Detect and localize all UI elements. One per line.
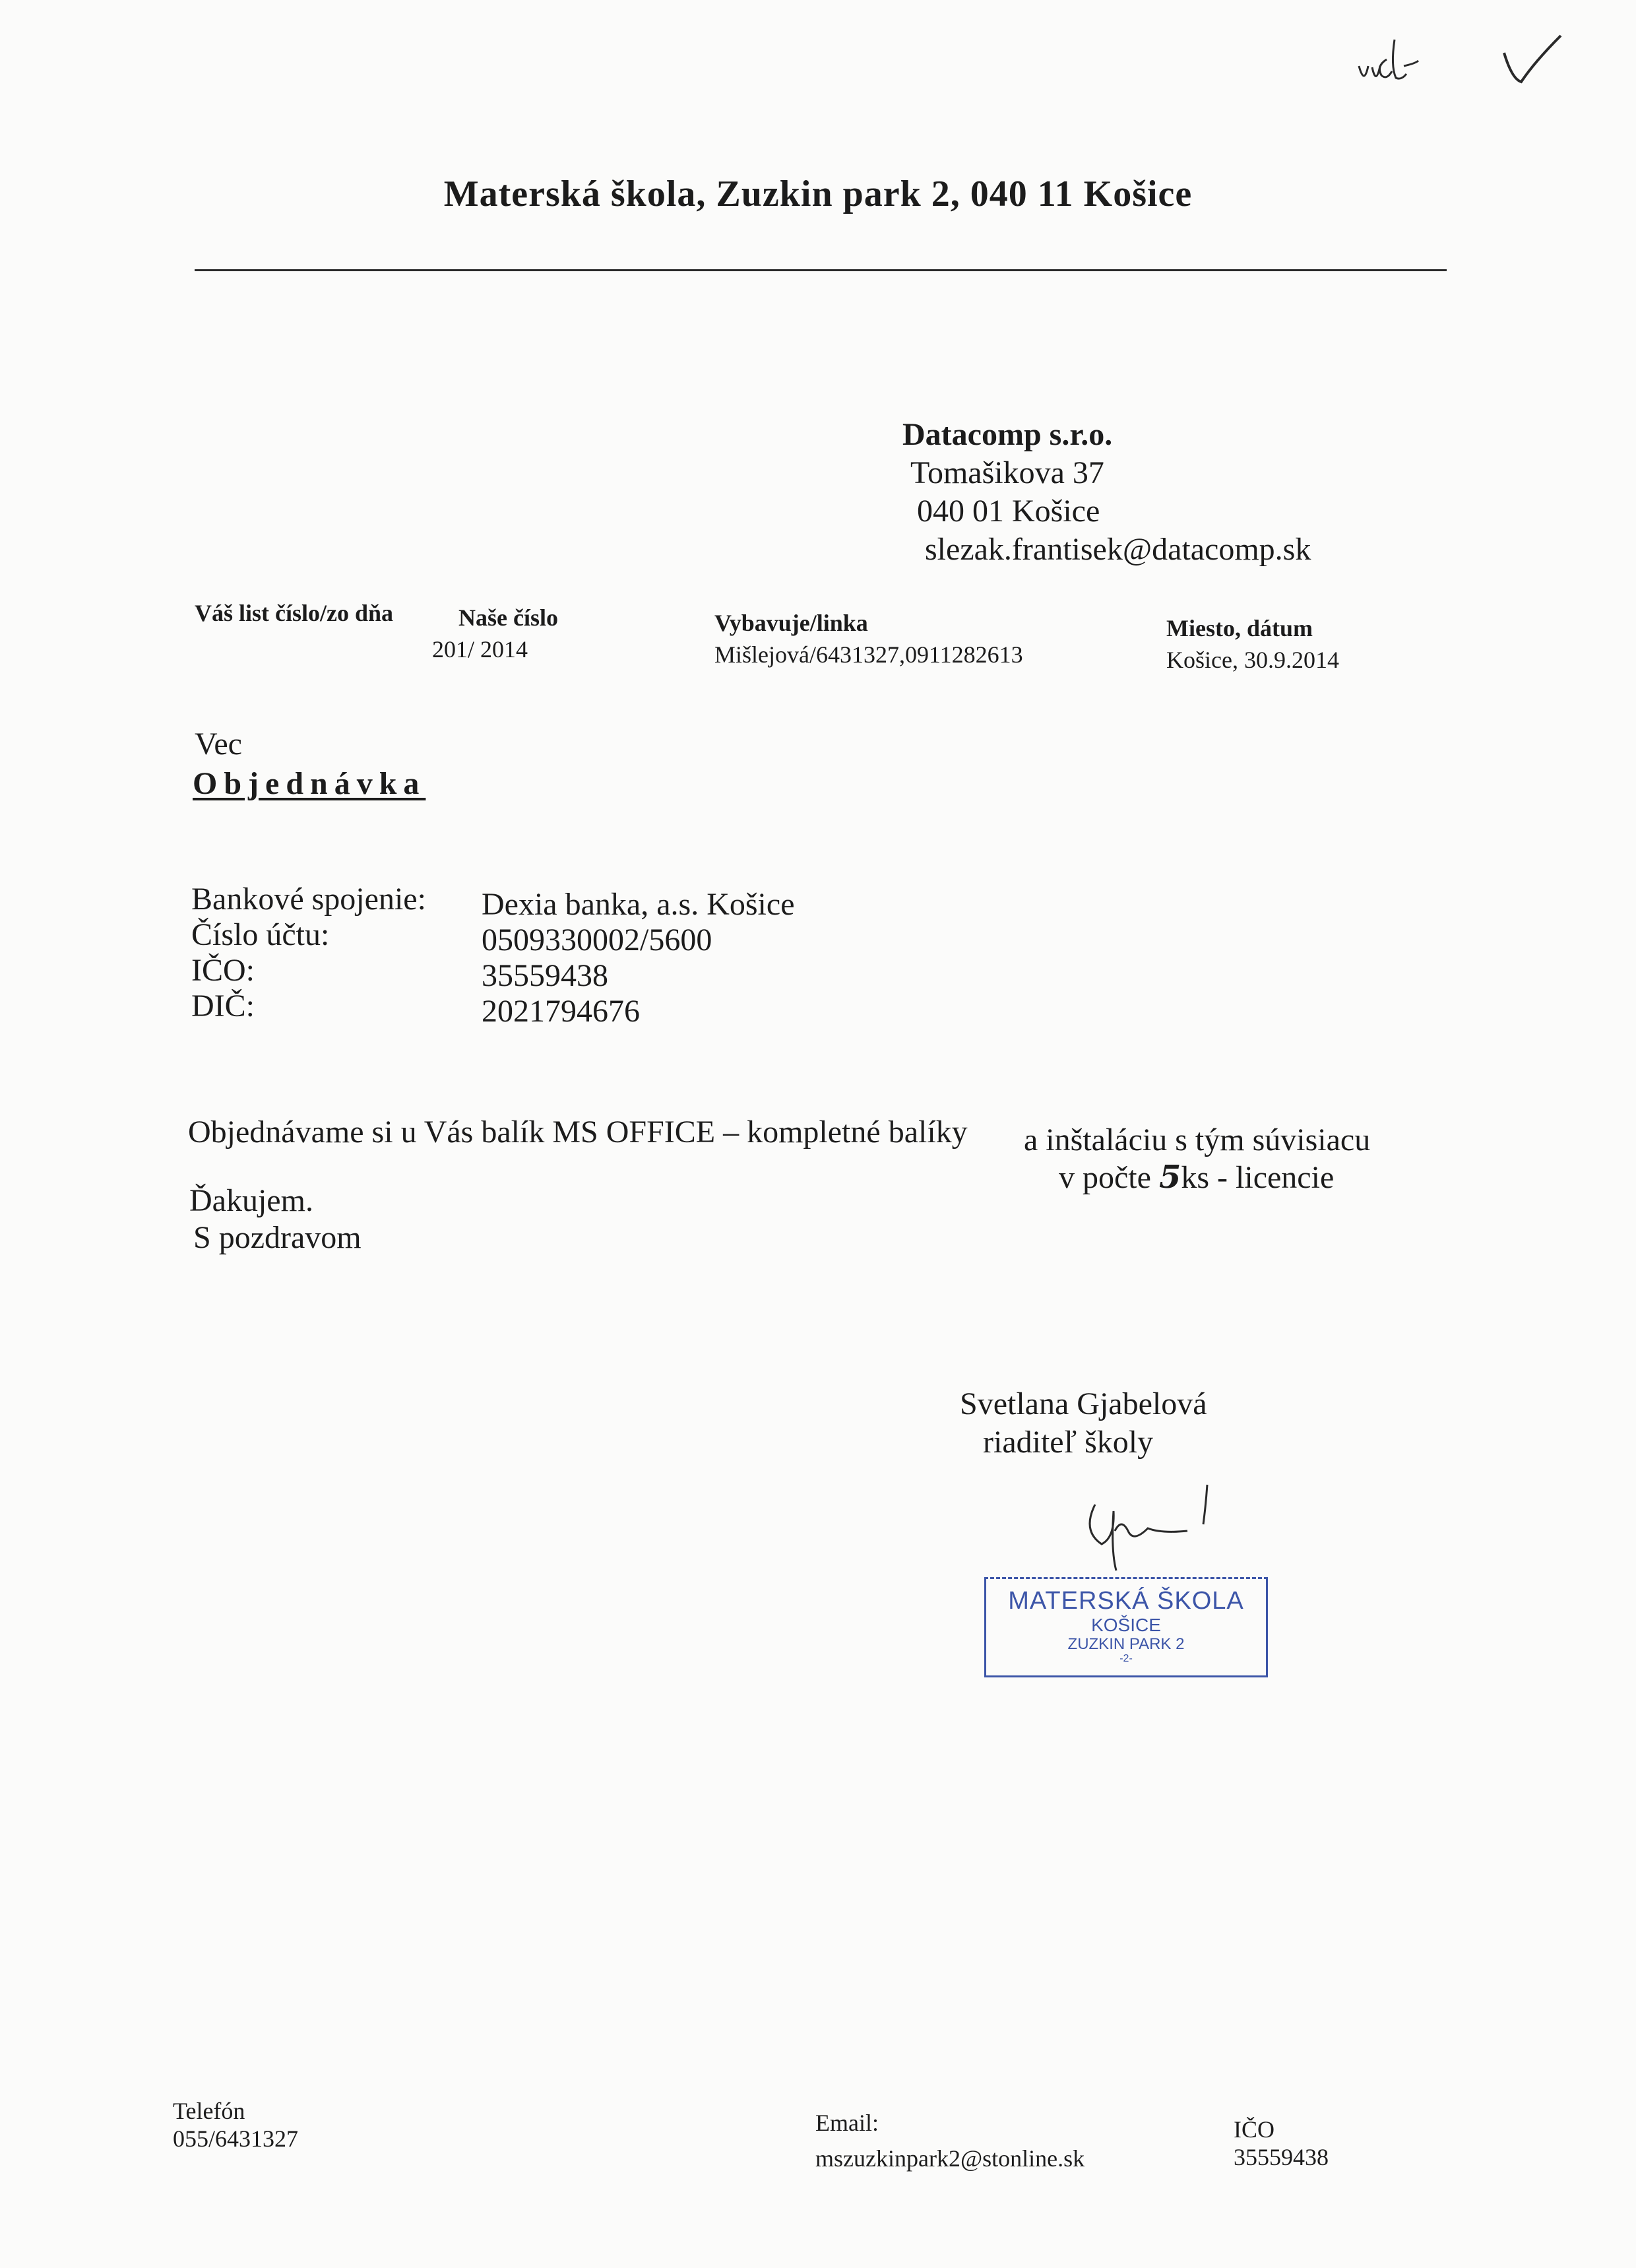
bank-values: [482, 887, 795, 1029]
footer-ico: [1234, 2116, 1329, 2171]
ref-our-number: [432, 602, 558, 665]
letterhead-rule: [195, 269, 1447, 271]
stamp-line-4: -2-: [1119, 1653, 1133, 1664]
order-count-suffix: ks - licencie: [1181, 1160, 1335, 1195]
stamp-line-3: ZUZKIN PARK 2: [1067, 1635, 1185, 1653]
order-text-line-1: Objednávame si u Vás balík MS OFFICE – kompletné balíky: [188, 1115, 968, 1150]
footer-phone: [173, 2097, 298, 2153]
ref-place-date-label: Miesto, dátum: [1166, 615, 1313, 641]
signatory-name: Svetlana Gjabelová: [960, 1386, 1207, 1421]
recipient-street: Tomašikova 37: [910, 455, 1104, 490]
order-count-handwritten: 5: [1158, 1159, 1181, 1196]
footer-phone-label: Telefón: [173, 2098, 245, 2124]
bank-value-account: 0509330002/5600: [482, 923, 712, 957]
footer-email-value: mszuzkinpark2@stonline.sk: [815, 2145, 1085, 2172]
subject-title: Objednávka: [193, 766, 426, 801]
ref-handled-by-value: Mišlejová/6431327,0911282613: [714, 641, 1023, 668]
footer-email-label: Email:: [815, 2110, 879, 2136]
order-count-prefix: v počte: [1059, 1160, 1151, 1195]
footer-ico-label: IČO: [1234, 2116, 1274, 2143]
stamp-line-2: KOŠICE: [1091, 1615, 1161, 1635]
recipient-city: 040 01 Košice: [917, 494, 1100, 529]
recipient-email: slezak.frantisek@datacomp.sk: [925, 532, 1311, 567]
bank-value-ico: 35559438: [482, 958, 608, 993]
bank-value-dic: 2021794676: [482, 994, 640, 1029]
recipient-address: [902, 416, 1311, 569]
order-text-line-2: a inštaláciu s tým súvisiacu: [1024, 1122, 1371, 1157]
footer-phone-value: 055/6431327: [173, 2125, 299, 2152]
subject-label: Vec: [195, 727, 242, 761]
closing-thanks: Ďakujem.: [189, 1183, 313, 1218]
ref-our-number-value: 201/ 2014: [432, 636, 528, 663]
ref-handled-by: [714, 607, 1023, 670]
order-text-line-3: [1059, 1159, 1334, 1196]
bank-label-account: Číslo účtu:: [191, 917, 330, 952]
signatory-role: riaditeľ školy: [983, 1425, 1154, 1460]
ref-your-letter-label: Váš list číslo/zo dňa: [195, 600, 394, 626]
recipient-name: Datacomp s.r.o.: [902, 417, 1113, 452]
bank-label-ico: IČO:: [191, 953, 255, 988]
footer-email: [815, 2109, 1085, 2172]
bank-labels: [191, 882, 426, 1024]
signature-scribble-icon: [1069, 1478, 1286, 1590]
ref-handled-by-label: Vybavuje/linka: [714, 610, 868, 636]
ref-our-number-label: Naše číslo: [458, 604, 558, 631]
ref-place-date: [1166, 612, 1339, 676]
letterhead-title: Materská škola, Zuzkin park 2, 040 11 Košice: [443, 174, 1193, 214]
stamp-line-1: MATERSKÁ ŠKOLA: [1008, 1587, 1244, 1615]
ref-your-letter: [195, 597, 393, 629]
bank-label-connection: Bankové spojenie:: [191, 882, 426, 917]
ref-place-date-value: Košice, 30.9.2014: [1166, 647, 1339, 673]
bank-value-connection: Dexia banka, a.s. Košice: [482, 887, 795, 922]
school-stamp: [984, 1577, 1268, 1677]
closing-regards: S pozdravom: [193, 1220, 362, 1255]
footer-ico-value: 35559438: [1234, 2144, 1329, 2170]
handwritten-checkmark-icon: [1352, 26, 1577, 106]
bank-label-dic: DIČ:: [191, 988, 255, 1023]
